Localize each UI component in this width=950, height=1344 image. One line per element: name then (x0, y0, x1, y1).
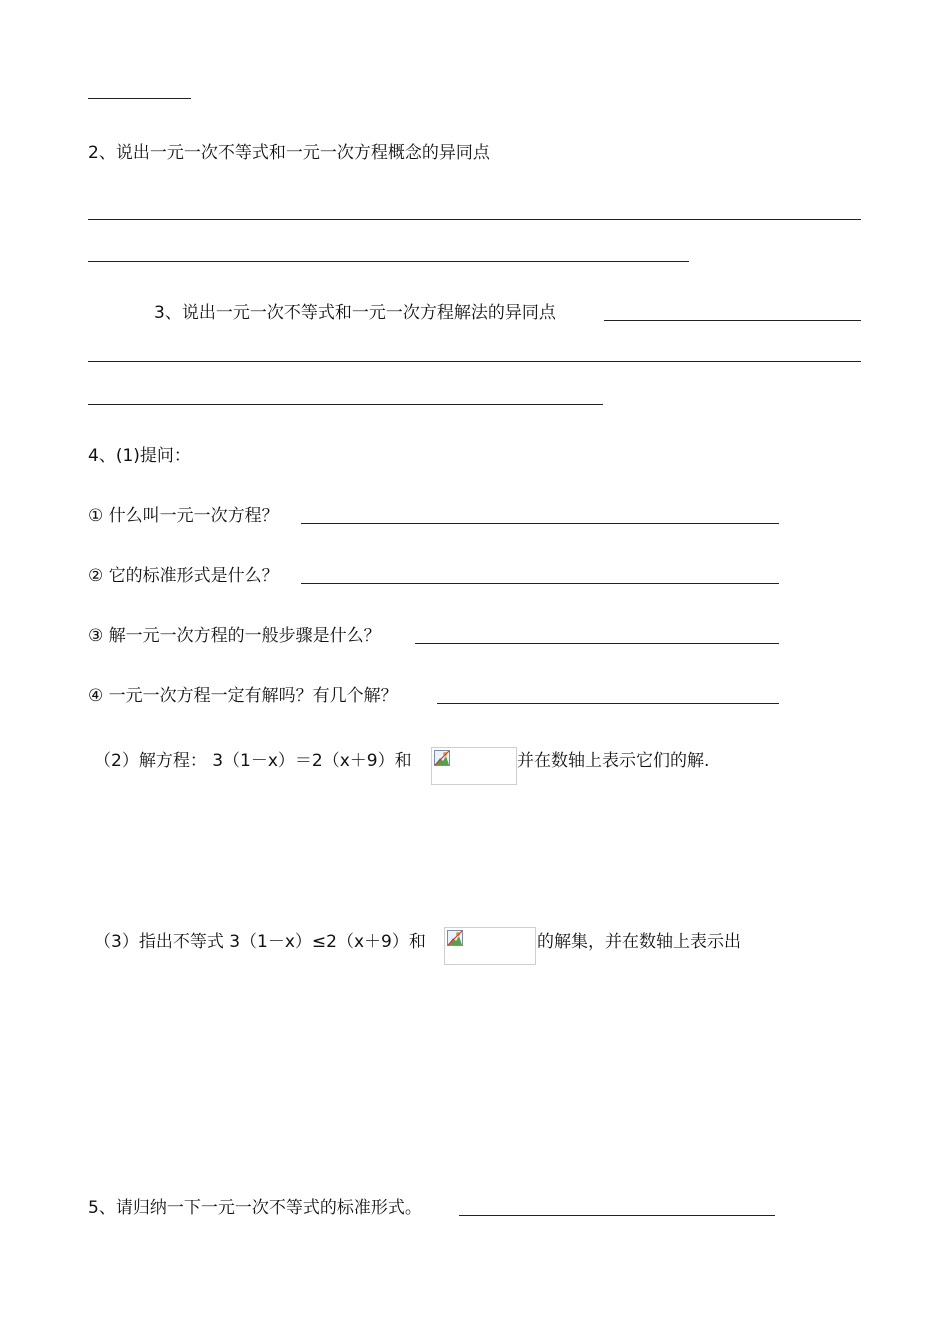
broken-image-icon (447, 930, 463, 946)
answer-line (459, 1215, 775, 1216)
question-3: 3、说出一元一次不等式和一元一次方程解法的异同点 (154, 303, 556, 323)
question-4-part-2-text: （2）解方程： 3（1－x）＝2（x＋9）和 (94, 751, 412, 771)
answer-line (604, 320, 861, 321)
answer-line (301, 583, 779, 584)
answer-line (88, 219, 861, 220)
answer-line (88, 361, 861, 362)
question-4-item-2: ② 它的标准形式是什么？ (88, 566, 279, 586)
answer-line (415, 643, 779, 644)
answer-line (437, 703, 779, 704)
question-4-heading: 4、(1)提问： (88, 446, 191, 466)
formula-image (444, 927, 536, 965)
answer-line (88, 261, 689, 262)
question-4-part-2-suffix: 并在数轴上表示它们的解. (517, 751, 710, 771)
question-2: 2、说出一元一次不等式和一元一次方程概念的异同点 (88, 143, 490, 163)
question-4-item-4: ④ 一元一次方程一定有解吗？有几个解？ (88, 686, 398, 706)
broken-image-icon (434, 750, 450, 766)
answer-line (88, 404, 603, 405)
question-4-item-1: ① 什么叫一元一次方程？ (88, 506, 279, 526)
question-5: 5、请归纳一下一元一次不等式的标准形式。 (88, 1198, 422, 1218)
answer-line (88, 98, 191, 99)
formula-image (431, 747, 517, 785)
question-4-part-3-text: （3）指出不等式 3（1－x）≤2（x＋9）和 (94, 932, 426, 952)
question-4-item-3: ③ 解一元一次方程的一般步骤是什么？ (88, 626, 381, 646)
answer-line (301, 523, 779, 524)
question-4-part-3-suffix: 的解集，并在数轴上表示出 (537, 932, 741, 952)
